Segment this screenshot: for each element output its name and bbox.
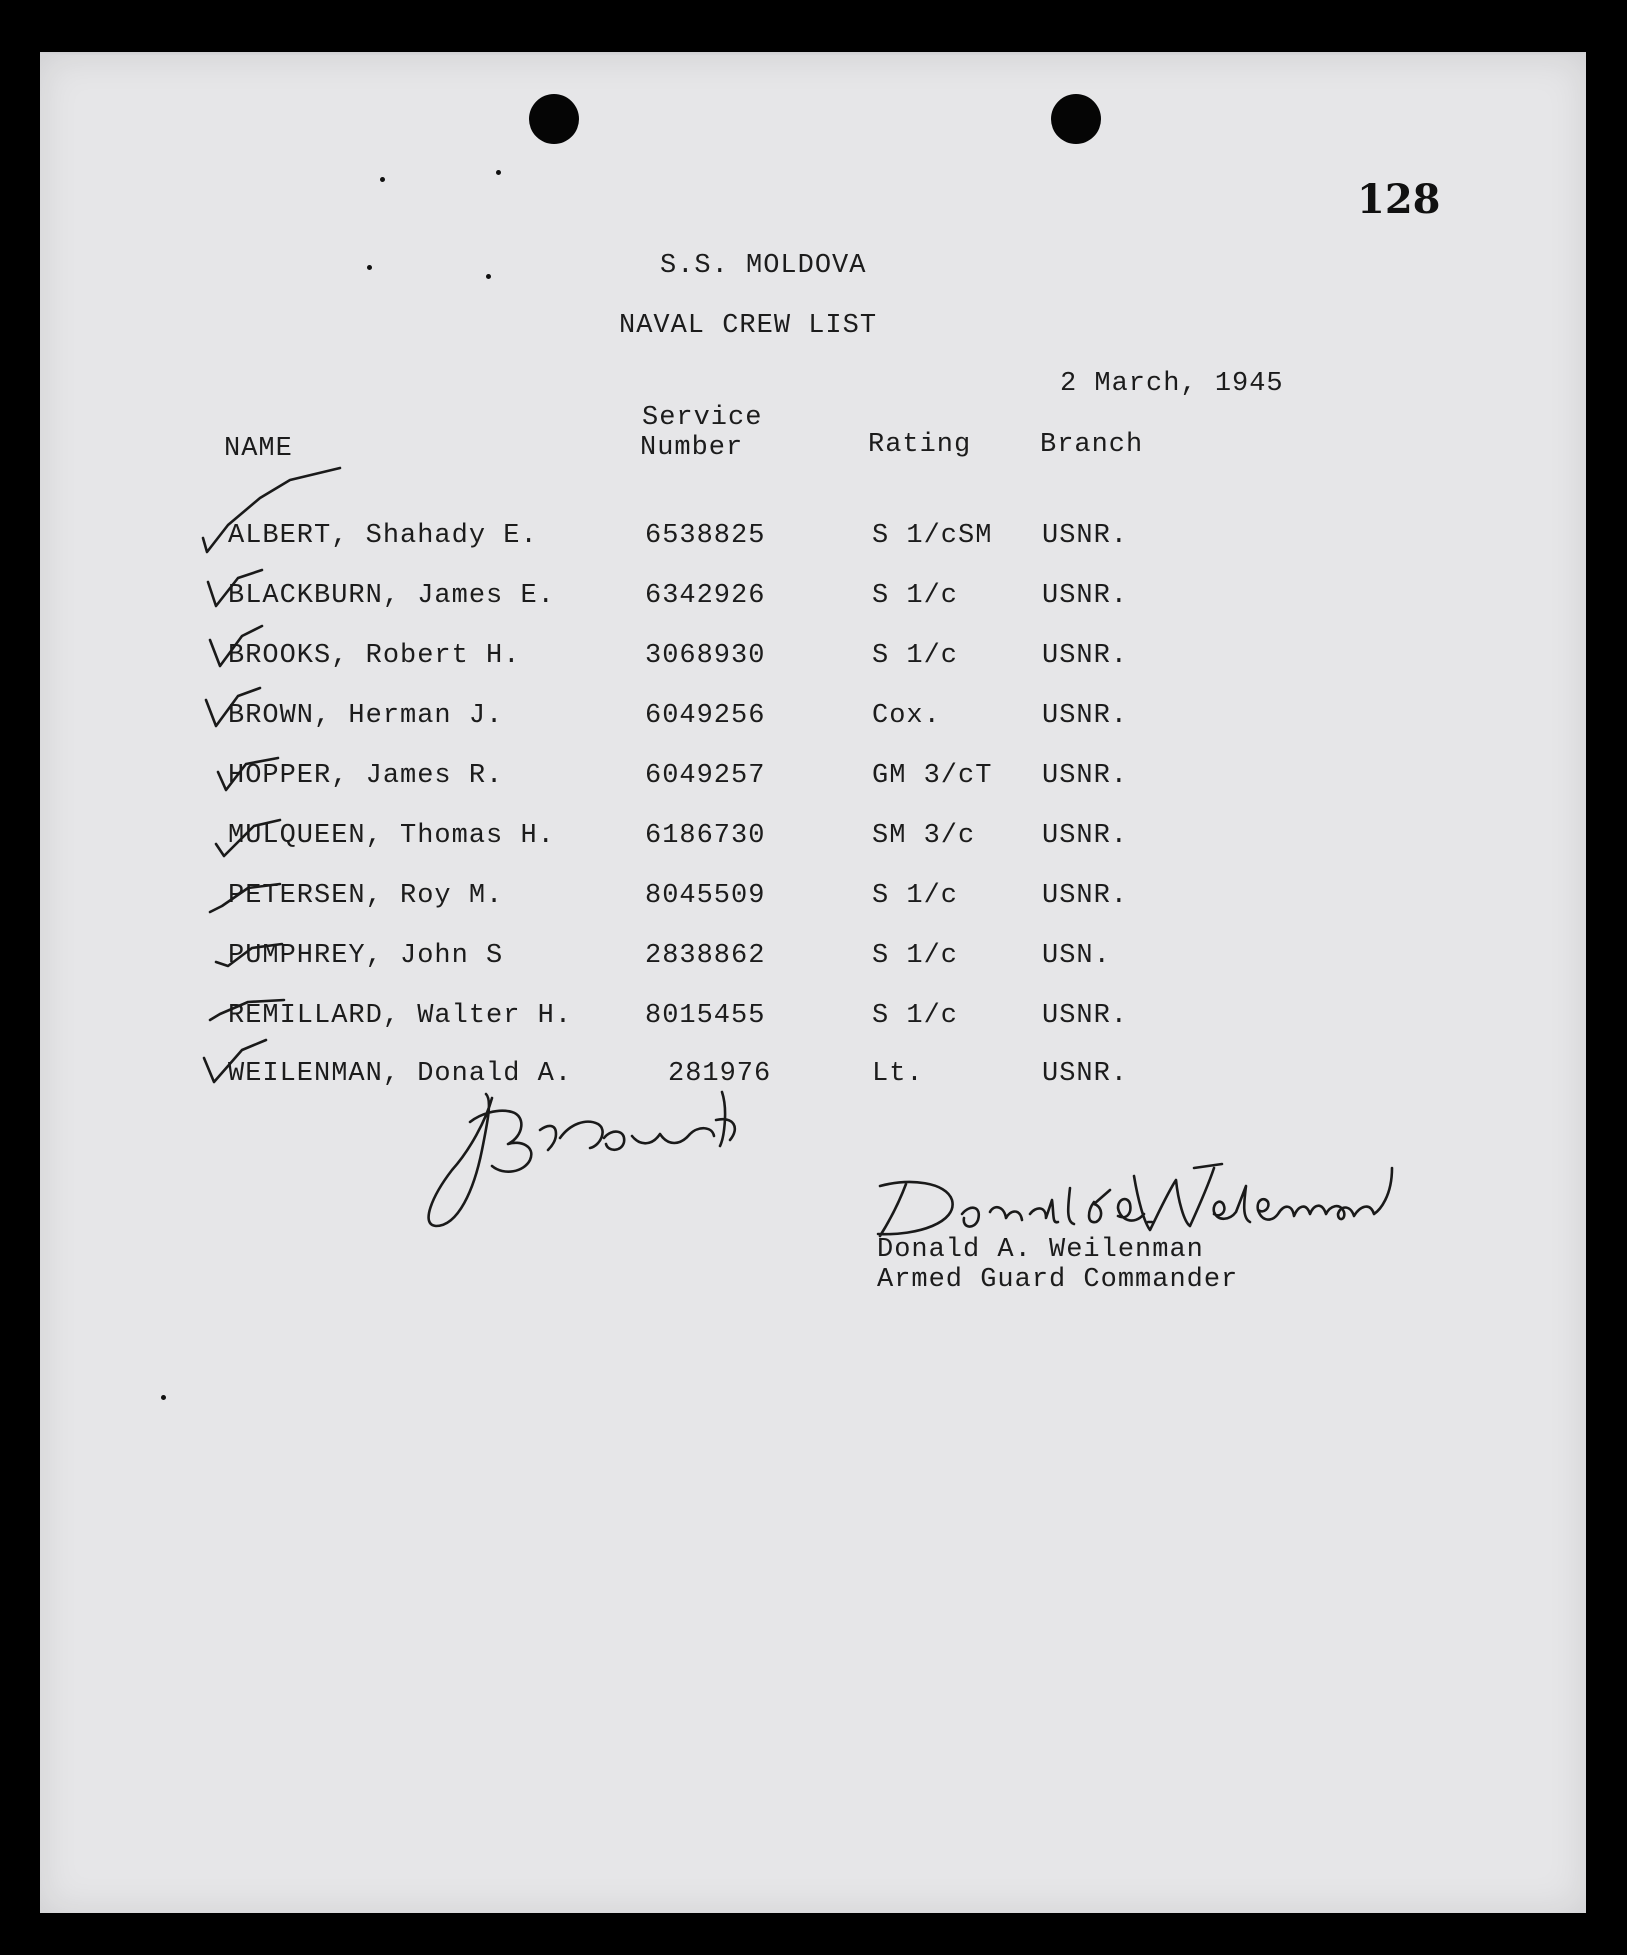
crew-name: BROWN, Herman J.: [228, 701, 504, 731]
branch: USNR.: [1042, 1059, 1129, 1089]
crew-name: WEILENMAN, Donald A.: [228, 1059, 573, 1089]
crew-row: [0, 761, 1627, 801]
service-number: 281976: [668, 1059, 772, 1089]
service-number: 6049257: [645, 761, 766, 791]
crew-row: [0, 701, 1627, 741]
speck: [380, 177, 385, 182]
branch: USNR.: [1042, 1001, 1129, 1031]
crew-name: PUMPHREY, John S: [228, 941, 504, 971]
crew-name: HOPPER, James R.: [228, 761, 504, 791]
rating: Cox.: [872, 701, 941, 731]
crew-row: [0, 641, 1627, 681]
speck: [496, 170, 501, 175]
rating: S 1/c: [872, 581, 959, 611]
rating: S 1/c: [872, 881, 959, 911]
punch-hole-left: [529, 94, 579, 144]
branch: USNR.: [1042, 641, 1129, 671]
commander-title: Armed Guard Commander: [877, 1265, 1239, 1295]
column-header-rating: Rating: [868, 430, 972, 460]
document-date: 2 March, 1945: [1060, 369, 1284, 399]
crew-row: [0, 821, 1627, 861]
branch: USNR.: [1042, 701, 1129, 731]
rating: S 1/c: [872, 641, 959, 671]
service-number: 6049256: [645, 701, 766, 731]
service-number: 2838862: [645, 941, 766, 971]
rating: S 1/c: [872, 941, 959, 971]
crew-name: PETERSEN, Roy M.: [228, 881, 504, 911]
crew-row: [0, 581, 1627, 621]
service-number: 3068930: [645, 641, 766, 671]
column-header-service-line1: Service: [642, 403, 763, 433]
branch: USN.: [1042, 941, 1111, 971]
crew-name: BLACKBURN, James E.: [228, 581, 555, 611]
rating: SM 3/c: [872, 821, 976, 851]
column-header-name: NAME: [224, 434, 293, 464]
speck: [161, 1395, 166, 1400]
commander-typed-name: Donald A. Weilenman: [877, 1235, 1204, 1265]
service-number: 6186730: [645, 821, 766, 851]
branch: USNR.: [1042, 821, 1129, 851]
crew-row: [0, 881, 1627, 921]
ship-name: S.S. MOLDOVA: [660, 251, 867, 281]
rating: GM 3/cT: [872, 761, 993, 791]
rating: S 1/cSM: [872, 521, 993, 551]
rating: Lt.: [872, 1059, 924, 1089]
crew-row: [0, 521, 1627, 561]
list-title: NAVAL CREW LIST: [619, 311, 878, 341]
column-header-service-line2: Number: [640, 433, 744, 463]
crew-name: BROOKS, Robert H.: [228, 641, 521, 671]
column-header-branch: Branch: [1040, 430, 1144, 460]
crew-row: [0, 941, 1627, 981]
branch: USNR.: [1042, 881, 1129, 911]
service-number: 6342926: [645, 581, 766, 611]
service-number: 8015455: [645, 1001, 766, 1031]
rating: S 1/c: [872, 1001, 959, 1031]
crew-name: REMILLARD, Walter H.: [228, 1001, 573, 1031]
branch: USNR.: [1042, 581, 1129, 611]
crew-row: [0, 1059, 1627, 1099]
punch-hole-right: [1051, 94, 1101, 144]
crew-row: [0, 1001, 1627, 1041]
speck: [367, 265, 372, 270]
service-number: 6538825: [645, 521, 766, 551]
crew-name: ALBERT, Shahady E.: [228, 521, 538, 551]
service-number: 8045509: [645, 881, 766, 911]
branch: USNR.: [1042, 521, 1129, 551]
speck: [486, 274, 491, 279]
branch: USNR.: [1042, 761, 1129, 791]
crew-name: MULQUEEN, Thomas H.: [228, 821, 555, 851]
page-number: 128: [1357, 176, 1441, 223]
